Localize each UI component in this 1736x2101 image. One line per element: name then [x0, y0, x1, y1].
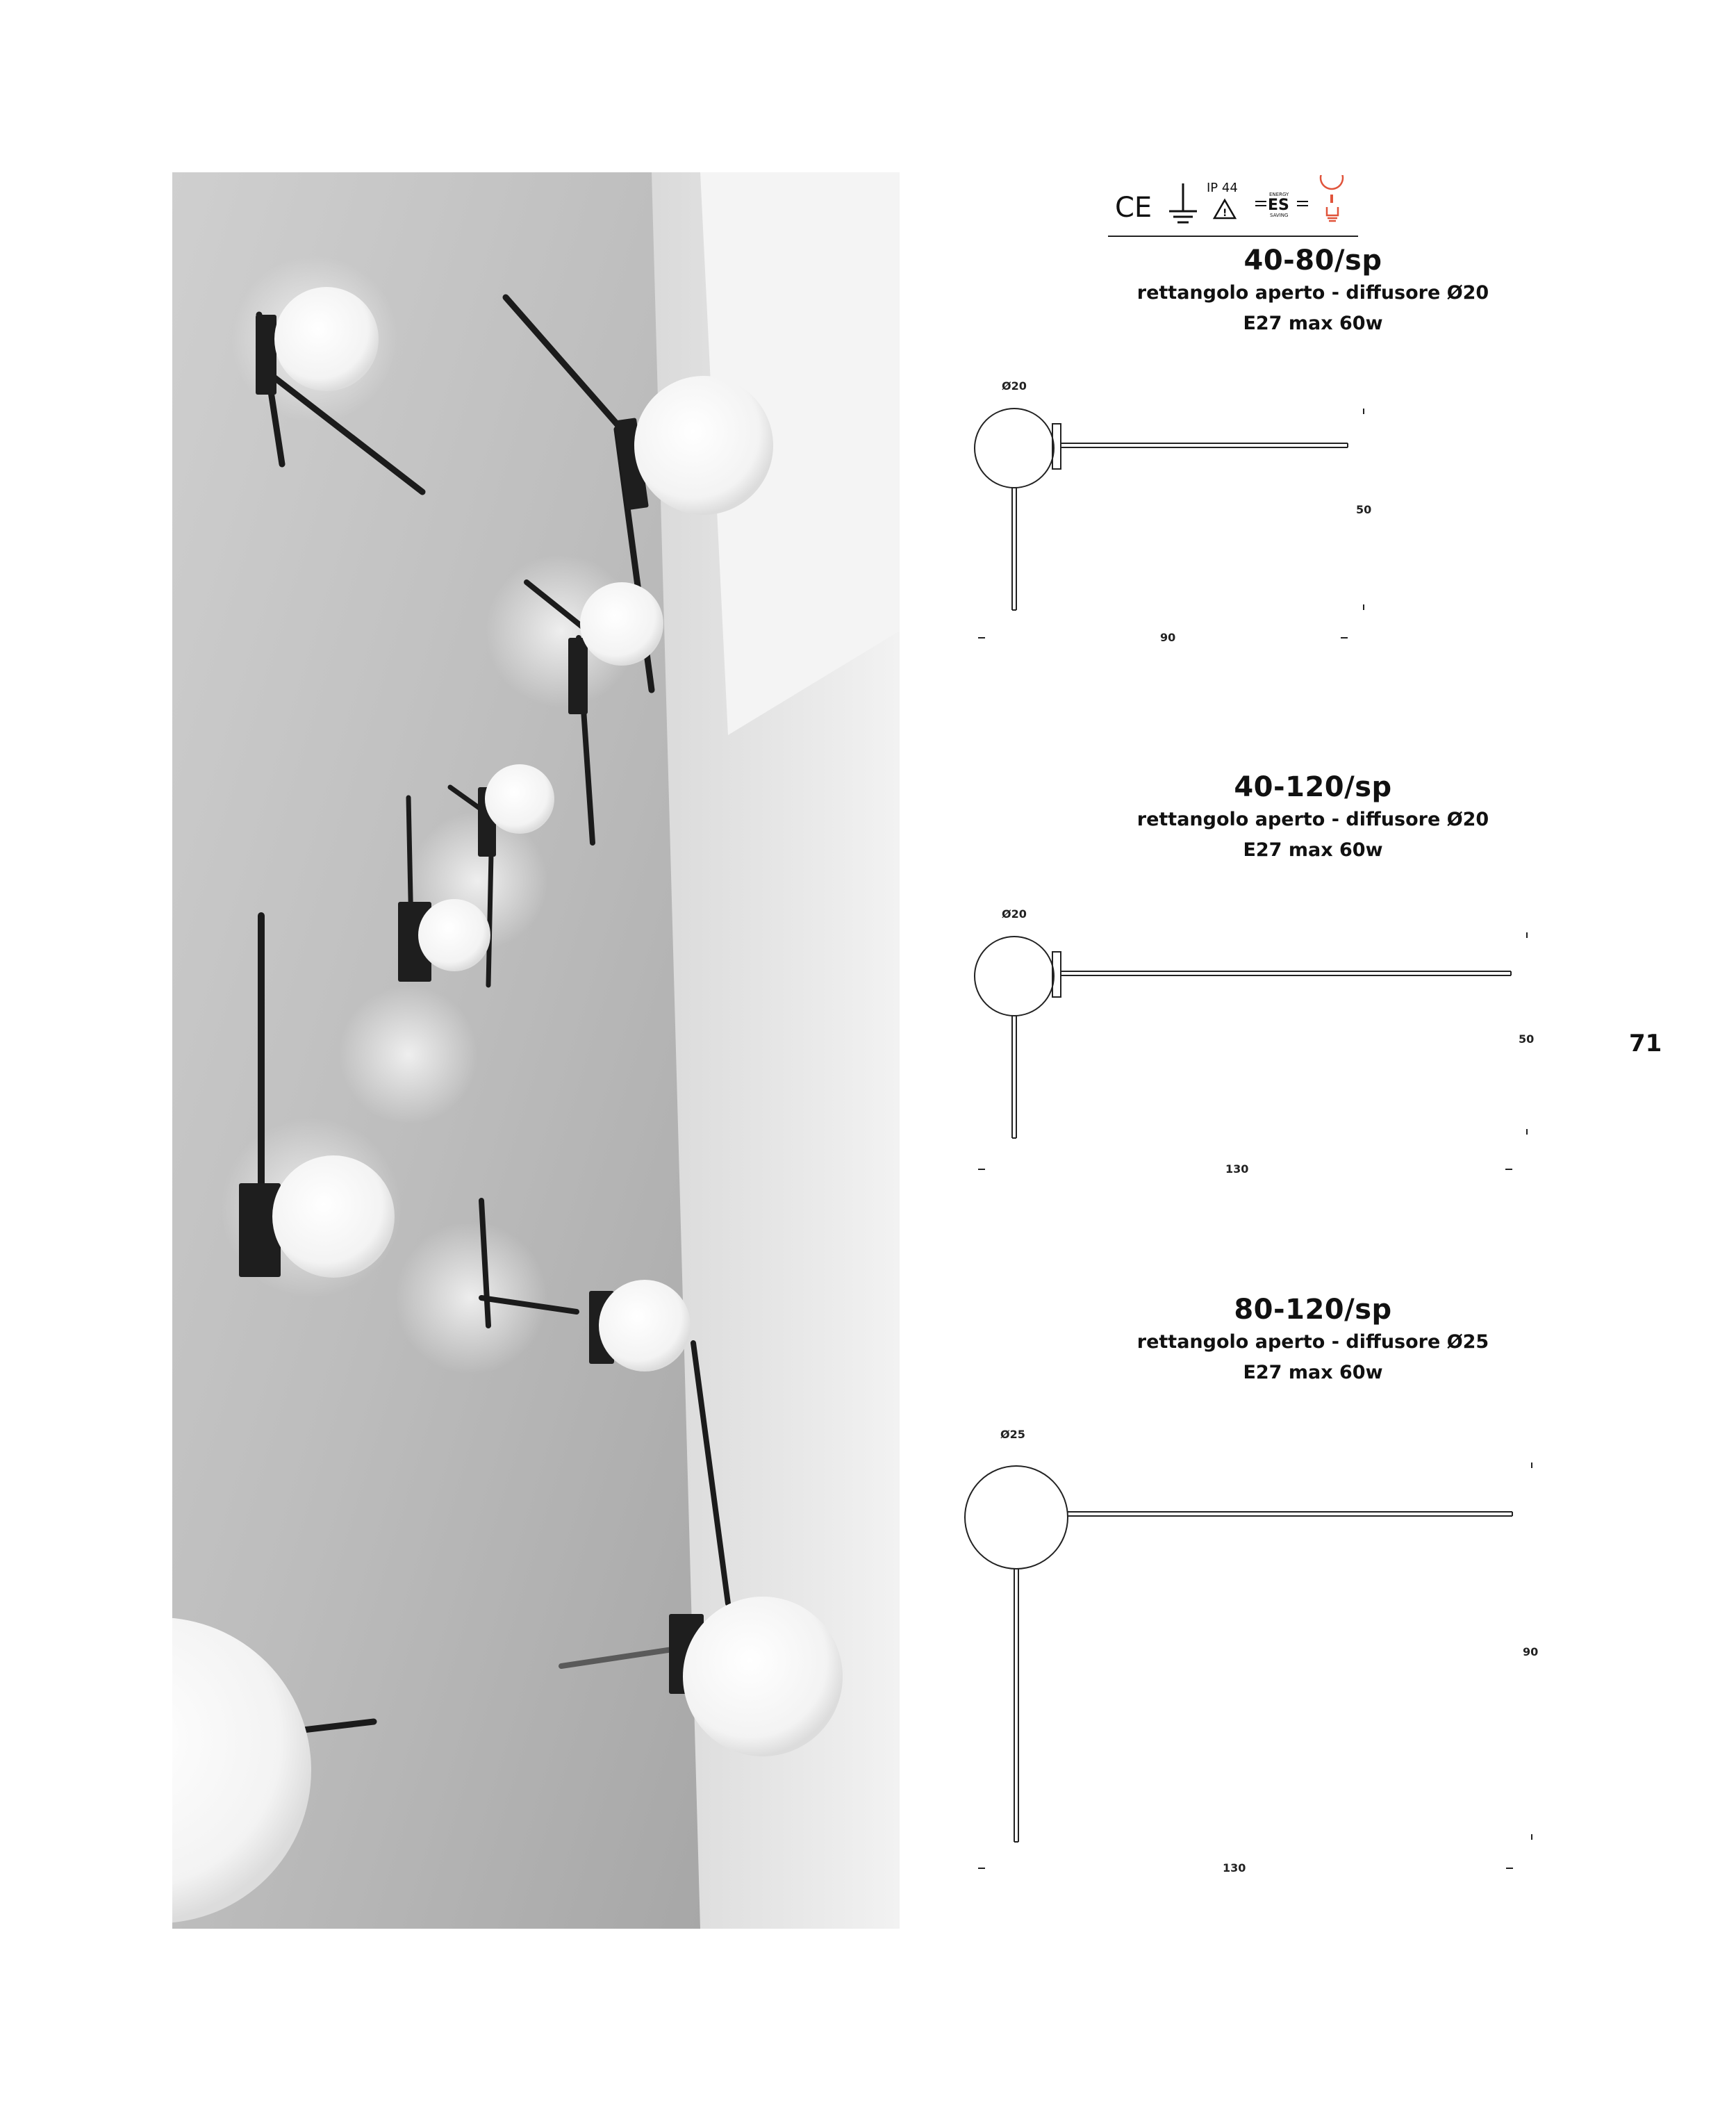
product-description: rettangolo aperto - diffusore Ø20: [1136, 282, 1489, 304]
ce-mark-icon: [1115, 192, 1152, 224]
product-bulb-spec: E27 max 60w: [1243, 839, 1383, 861]
technical-drawing-3: [959, 1428, 1584, 1879]
width-label: 130: [1223, 1861, 1246, 1875]
svg-text:ES: ES: [1268, 197, 1289, 214]
product-block-1: [903, 243, 1723, 339]
width-label: 130: [1225, 1162, 1249, 1176]
product-photo: [172, 172, 900, 1929]
diameter-label: Ø20: [1002, 907, 1027, 921]
height-label: 90: [1523, 1645, 1539, 1658]
certification-icons: [1108, 175, 1358, 231]
product-block-3: [903, 1292, 1723, 1388]
svg-text:IP 44: IP 44: [1207, 181, 1238, 195]
product-description: rettangolo aperto - diffusore Ø25: [1136, 1331, 1489, 1353]
svg-text:CE: CE: [1115, 192, 1152, 224]
energy-saving-icon: [1255, 192, 1308, 218]
svg-text:!: !: [1223, 208, 1227, 219]
svg-text:SAVING: SAVING: [1270, 213, 1289, 218]
product-bulb-spec: E27 max 60w: [1243, 313, 1383, 334]
height-label: 50: [1519, 1032, 1535, 1046]
product-block-2: [903, 770, 1723, 866]
page-number: 71: [1629, 1030, 1662, 1057]
product-code: 40-80/sp: [1243, 245, 1382, 277]
bulb-icon: [1321, 175, 1343, 221]
diameter-label: Ø25: [1000, 1428, 1025, 1441]
product-code: 40-120/sp: [1234, 771, 1392, 803]
technical-drawing-2: [959, 903, 1584, 1188]
diameter-label: Ø20: [1002, 379, 1027, 393]
technical-drawing-1: [959, 375, 1584, 653]
product-bulb-spec: E27 max 60w: [1243, 1362, 1383, 1383]
ip-warning-icon: [1207, 181, 1238, 219]
product-description: rettangolo aperto - diffusore Ø20: [1136, 809, 1489, 830]
width-label: 90: [1160, 631, 1176, 644]
product-code: 80-120/sp: [1234, 1294, 1392, 1326]
height-label: 50: [1356, 503, 1372, 516]
svg-text:ENERGY: ENERGY: [1269, 192, 1289, 197]
ground-icon: [1169, 183, 1197, 222]
certification-divider: [1108, 236, 1358, 237]
